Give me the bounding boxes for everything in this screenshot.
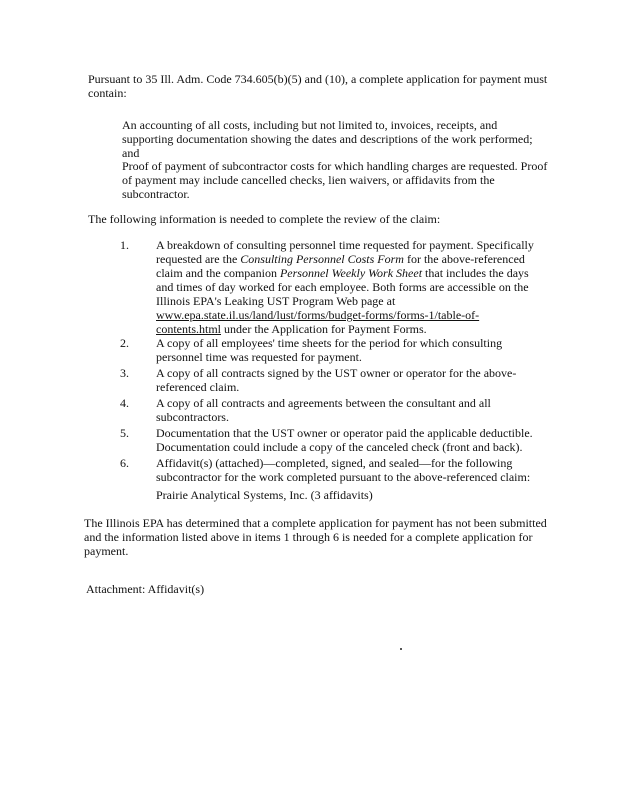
list-item-text: A copy of all contracts and agreements between the consultant and all subcontractors. <box>156 396 491 424</box>
needed-info-list <box>88 238 548 486</box>
scan-speck <box>400 648 402 650</box>
list-item <box>88 238 548 336</box>
conclusion-paragraph: The Illinois EPA has determined that a complete application for payment has not been submitted and the information listed above in items 1 through 6 is needed for a complete application for payment. <box>84 516 547 558</box>
attachment-line: Attachment: Affidavit(s) <box>86 582 205 596</box>
list-item <box>88 336 548 364</box>
list-item-number: 6. <box>120 456 129 470</box>
list-item-number: 2. <box>120 336 129 350</box>
forms-web-link[interactable]: www.epa.state.il.us/land/lust/forms/budget-forms/forms-1/table-of-contents.html <box>156 308 480 336</box>
list-item-text: Documentation that the UST owner or operator paid the applicable deductible. Documentation could include a copy of the canceled check (front and back). <box>156 426 533 454</box>
list-item-text: Affidavit(s) (attached)—completed, signed, and sealed—for the following subcontractor for the work completed pursuant to the above-referenced claim: <box>156 456 531 484</box>
list-item-text: A copy of all contracts signed by the UST owner or operator for the above-referenced claim. <box>156 366 517 394</box>
list-item-text: A copy of all employees' time sheets for the period for which consulting personnel time was requested for payment. <box>156 336 503 364</box>
list-item <box>88 456 548 484</box>
requirement-costs-paragraph: An accounting of all costs, including but not limited to, invoices, receipts, and supporting documentation showing the dates and descriptions of the work performed; and <box>122 118 533 160</box>
list-item-number: 1. <box>120 238 129 252</box>
list-item-number: 3. <box>120 366 129 380</box>
requirement-proof-paragraph: Proof of payment of subcontractor costs for which handling charges are requested. Proof of payment may include cancelled checks, lien waivers, or affidavits from the subcontractor. <box>122 159 548 201</box>
list-item <box>88 366 548 394</box>
list-item-number: 5. <box>120 426 129 440</box>
weekly-work-sheet-title: Personnel Weekly Work Sheet <box>279 266 423 280</box>
subcontractor-name: Prairie Analytical Systems, Inc. (3 affidavits) <box>156 488 373 502</box>
needed-info-heading: The following information is needed to complete the review of the claim: <box>88 212 441 226</box>
consulting-costs-form-title: Consulting Personnel Costs Form <box>240 252 404 266</box>
list-item <box>88 396 548 424</box>
list-item <box>88 426 548 454</box>
list-item-text: A breakdown of consulting personnel time requested for payment. Specifically requested are the Consulting Personnel Costs Form for the above-referenced claim and the companion Personnel Weekly Work Sheet that includes the days and times of day worked for each employee. Both forms are accessible on the Illinois EPA's Leaking UST Program Web page at www.epa.state.il.us/land/lust/forms/budget-forms/forms-1/table-of-contents.html under the Application for Payment Forms. <box>156 238 534 336</box>
list-item-number: 4. <box>120 396 129 410</box>
intro-paragraph: Pursuant to 35 Ill. Adm. Code 734.605(b)(5) and (10), a complete application for payment must contain: <box>88 72 548 100</box>
